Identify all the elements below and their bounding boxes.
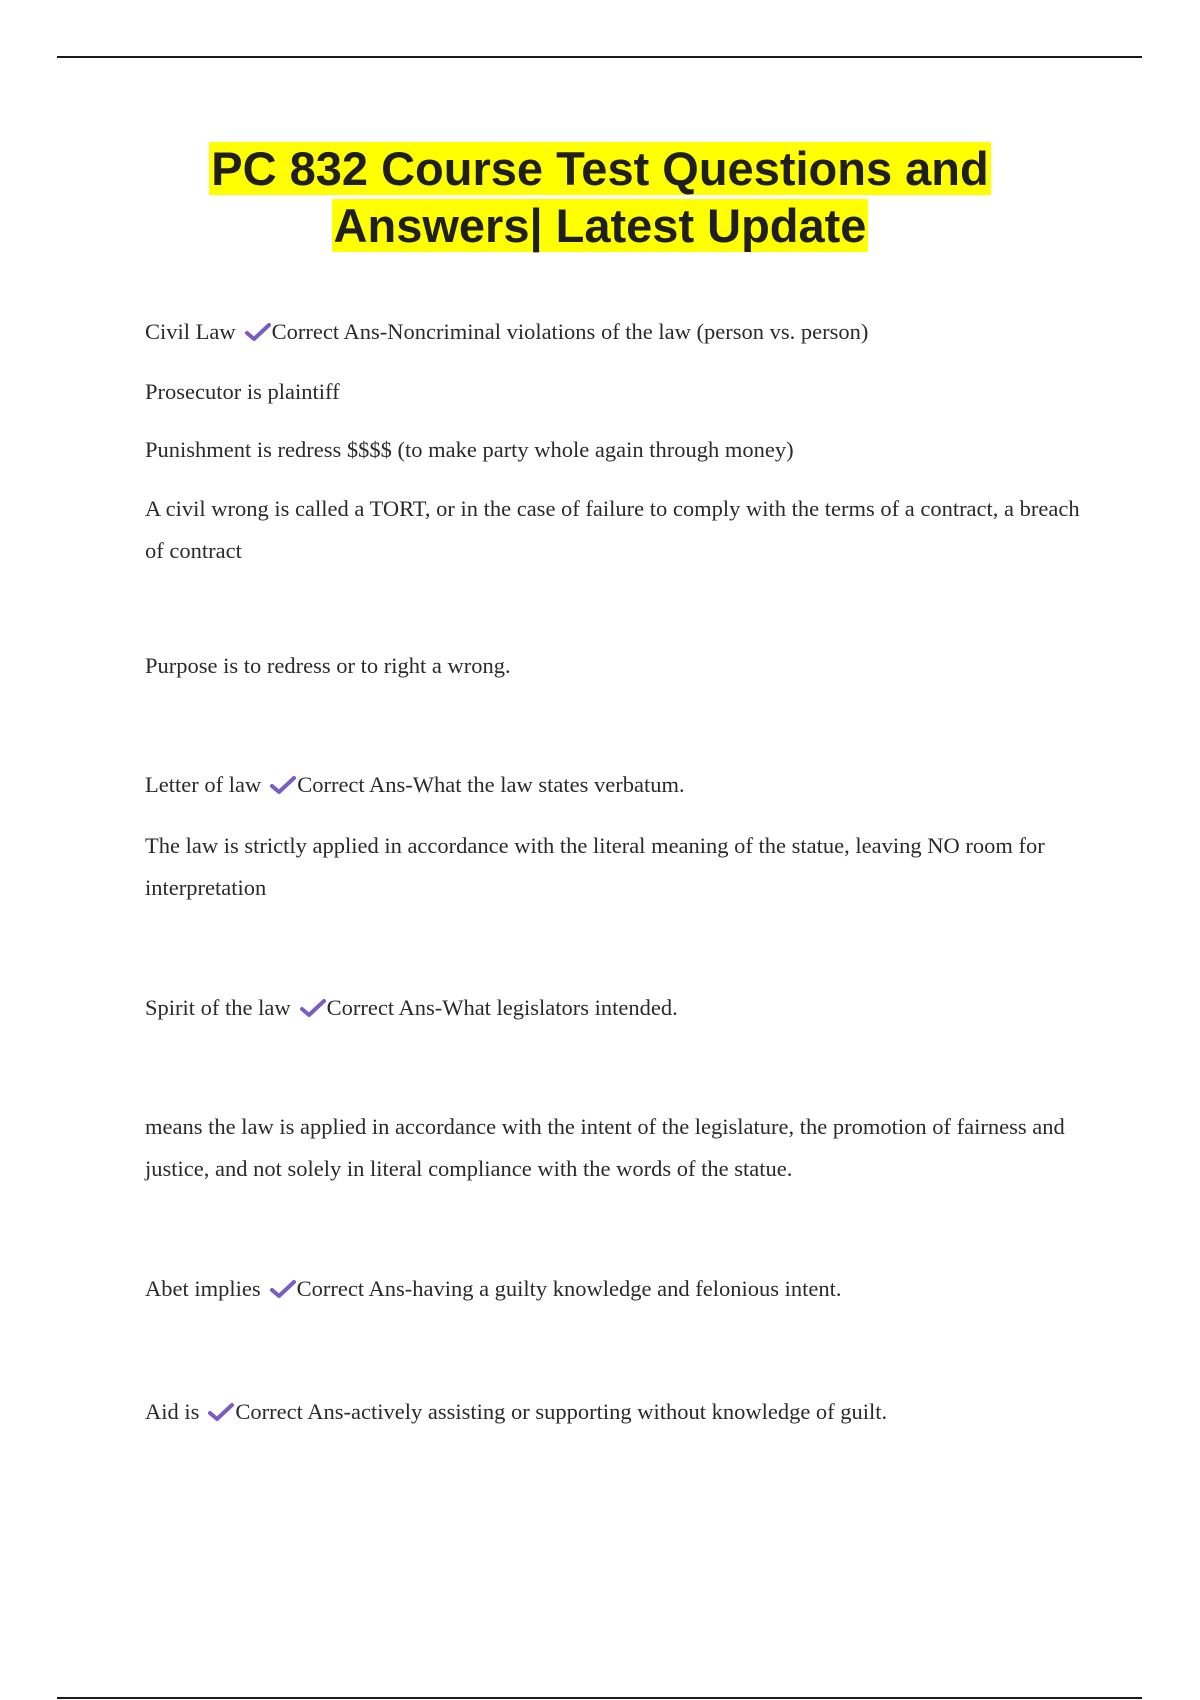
qa-item-spirit-of-the-law xyxy=(145,987,1085,1029)
page-title xyxy=(0,140,1200,254)
checkmark-icon xyxy=(270,1279,296,1299)
checkmark-icon xyxy=(270,775,296,795)
qa-answer: Correct Ans-Noncriminal violations of the law (person vs. person) xyxy=(271,319,869,344)
qa-term: Civil Law xyxy=(145,319,236,344)
qa-term: Aid is xyxy=(145,1399,200,1424)
qa-item-abet-implies xyxy=(145,1268,1085,1310)
qa-answer: Correct Ans-What legislators intended. xyxy=(326,995,678,1020)
title-line-2: Answers| Latest Update xyxy=(333,199,867,252)
qa-term: Abet implies xyxy=(145,1276,261,1301)
bottom-rule xyxy=(57,1697,1142,1699)
paragraph: A civil wrong is called a TORT, or in the case of failure to comply with the terms of a contract, a breach of contract xyxy=(145,496,1080,563)
qa-term: Letter of law xyxy=(145,772,262,797)
qa-item-aid-is xyxy=(145,1391,1085,1433)
paragraph: Prosecutor is plaintiff xyxy=(145,379,340,404)
qa-item-civil-law xyxy=(145,311,1085,353)
qa-term: Spirit of the law xyxy=(145,995,291,1020)
checkmark-icon xyxy=(208,1402,234,1422)
paragraph: Purpose is to redress or to right a wrong. xyxy=(145,653,511,678)
paragraph: The law is strictly applied in accordance with the literal meaning of the statue, leaving NO room for interpretation xyxy=(145,833,1045,900)
checkmark-icon xyxy=(245,322,271,342)
qa-answer: Correct Ans-What the law states verbatum. xyxy=(297,772,685,797)
paragraph: Punishment is redress $$$$ (to make party whole again through money) xyxy=(145,437,794,462)
qa-answer: Correct Ans-actively assisting or supporting without knowledge of guilt. xyxy=(235,1399,888,1424)
paragraph: means the law is applied in accordance with the intent of the legislature, the promotion of fairness and justice, and not solely in literal compliance with the words of the statue. xyxy=(145,1114,1065,1181)
top-rule xyxy=(57,56,1142,58)
title-line-1: PC 832 Course Test Questions and xyxy=(211,142,989,195)
qa-item-letter-of-law xyxy=(145,764,1085,806)
qa-answer: Correct Ans-having a guilty knowledge and felonious intent. xyxy=(296,1276,842,1301)
checkmark-icon xyxy=(300,998,326,1018)
